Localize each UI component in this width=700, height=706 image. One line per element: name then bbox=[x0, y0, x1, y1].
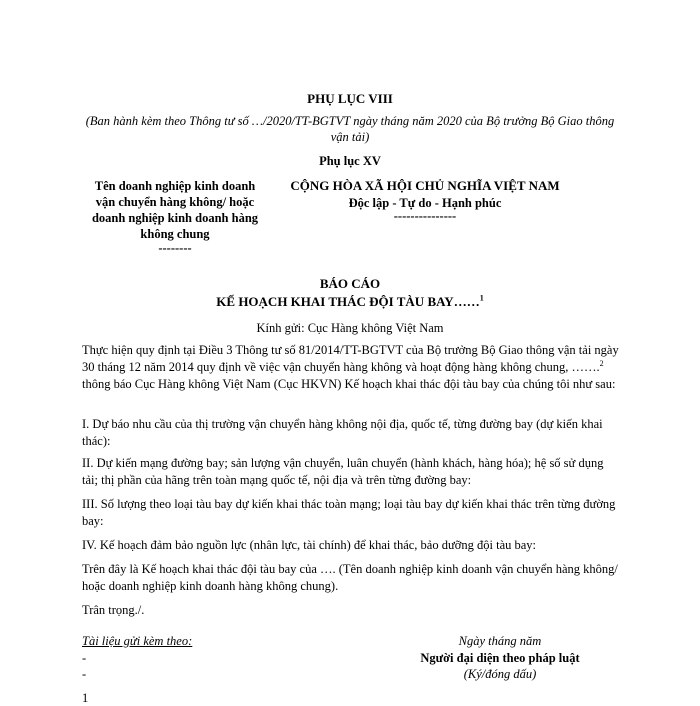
paragraph-intro bbox=[82, 342, 620, 393]
issuance-note-line-2: vận tải) bbox=[330, 130, 370, 144]
national-divider: --------------- bbox=[393, 209, 457, 223]
section-2: II. Dự kiến mạng đường bay; sản lượng vận chuyển, luân chuyển (hành khách, hàng hóa); hệ số sử dụng tải; thị phần của hãng trên toàn mạng quốc tế, nội địa và trên từng đường bay: bbox=[82, 456, 604, 487]
sign-stamp-note: (Ký/đóng dấu) bbox=[463, 667, 537, 681]
report-title: BÁO CÁO bbox=[319, 276, 381, 291]
appendix-title: PHỤ LỤC VIII bbox=[307, 91, 393, 106]
report-subtitle-text: KẾ HOẠCH KHAI THÁC ĐỘI TÀU BAY…… bbox=[216, 294, 480, 309]
regards: Trân trọng./. bbox=[82, 603, 145, 617]
report-subtitle bbox=[0, 294, 700, 310]
enterprise-name-line-4: không chung bbox=[140, 227, 210, 241]
attachments-heading: Tài liệu gửi kèm theo: bbox=[82, 634, 193, 648]
section-4: IV. Kế hoạch đảm bảo nguồn lực (nhân lực, tài chính) để khai thác, bảo dưỡng đội tàu bay: bbox=[82, 538, 537, 552]
footnote-marker-2: 2 bbox=[599, 358, 604, 368]
enterprise-name-line-2: vận chuyển hàng không/ hoặc bbox=[95, 195, 255, 209]
footnote-marker-1: 1 bbox=[479, 293, 484, 303]
national-motto: Độc lập - Tự do - Hạnh phúc bbox=[348, 196, 502, 210]
national-title: CỘNG HÒA XÃ HỘI CHỦ NGHĨA VIỆT NAM bbox=[290, 178, 560, 193]
paragraph-intro-text-2: thông báo Cục Hàng không Việt Nam (Cục HKVN) Kế hoạch khai thác đội tàu bay của chúng tôi như sau: bbox=[82, 377, 616, 391]
legal-representative: Người đại diện theo pháp luật bbox=[420, 651, 580, 665]
footnote-divider: 1 bbox=[82, 691, 89, 705]
enterprise-name-line-3: doanh nghiệp kinh doanh hàng bbox=[91, 211, 259, 225]
attachment-item-2: - bbox=[82, 667, 87, 681]
section-3: III. Số lượng theo loại tàu bay dự kiến khai thác toàn mạng; loại tàu bay dự kiến khai thác trên từng đường bay: bbox=[82, 497, 616, 528]
sub-appendix-title: Phụ lục XV bbox=[319, 154, 381, 168]
enterprise-name-line-1: Tên doanh nghiệp kinh doanh bbox=[94, 179, 256, 193]
addressee: Kính gửi: Cục Hàng không Việt Nam bbox=[256, 321, 444, 335]
paragraph-intro-text-1: Thực hiện quy định tại Điều 3 Thông tư số 81/2014/TT-BGTVT của Bộ trưởng Bộ Giao thông vận tải ngày 30 tháng 12 năm 2014 quy định về việc vận chuyển hàng không và hoạt động hàng không chung, ……. bbox=[82, 343, 619, 374]
issuance-note-line-1: (Ban hành kèm theo Thông tư số …/2020/TT-BGTVT ngày tháng năm 2020 của Bộ trưởng Bộ Giao thông bbox=[85, 114, 615, 128]
date-line: Ngày tháng năm bbox=[458, 634, 542, 648]
closing-paragraph: Trên đây là Kế hoạch khai thác đội tàu bay của …. (Tên doanh nghiệp kinh doanh vận chuyển hàng không/ hoặc doanh nghiệp kinh doanh hàng không chung). bbox=[82, 562, 618, 593]
enterprise-divider: -------- bbox=[158, 241, 192, 255]
attachment-item-1: - bbox=[82, 651, 87, 665]
section-1: I. Dự báo nhu cầu của thị trường vận chuyển hàng không nội địa, quốc tế, từng đường bay (dự kiến khai thác): bbox=[82, 417, 603, 448]
